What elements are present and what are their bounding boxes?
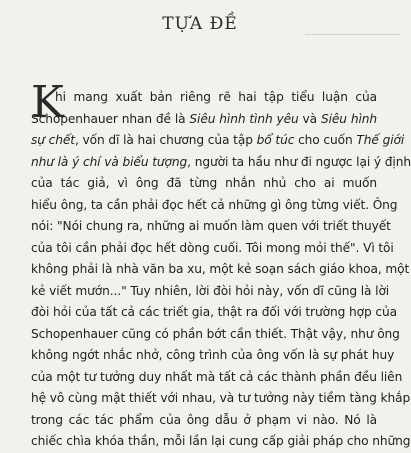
drop-cap: K — [31, 77, 64, 128]
text-line: không phải là nhà văn ba xu, một kẻ soạn sách giáo khoa, một — [31, 262, 410, 276]
text-line: sự chết, vốn dĩ là hai chương của tập bổ túc cho cuốn Thế giới — [31, 133, 405, 147]
text-line: của tôi cần phải đọc hết dòng cuối. Tôi mong mỏi thế". Vì tôi — [31, 240, 394, 255]
text-line: Schopenhauer nhan đề là Siêu hình tình yêu và Siêu hình — [31, 111, 377, 126]
text-line: Schopenhauer cũng có phần bớt cần thiết. Thật vậy, như ông — [31, 326, 400, 341]
text-line: như là ý chí và biểu tượng, người ta hầu như đi ngược lại ý định — [31, 154, 411, 169]
page-title: TỰA ĐỀ — [162, 14, 238, 34]
text-line: trong các tác phẩm của ông dẫu ở phạm vi nào. Nó là — [31, 412, 377, 427]
text-line: nói: "Nói chung ra, những ai muốn làm quen với triết thuyết — [31, 219, 391, 233]
text-line: của một tư tưởng duy nhất mà tất cả các thành phần đều liên — [31, 369, 403, 384]
body-text — [31, 77, 411, 453]
text-line: hiểu ông, ta cần phải đọc hết cả những gì ông từng viết. Ông — [31, 197, 398, 212]
text-line: hi mang xuất bản riêng rẽ hai tập tiểu luận của — [55, 90, 377, 104]
text-line: của tác giả, vì ông đã từng nhắn nhủ cho ai muốn — [31, 176, 377, 190]
text-line: chiếc chìa khóa thần, mỗi lần lại cung cấp giải pháp cho những — [31, 434, 411, 448]
header-rule — [305, 34, 400, 35]
text-line: không ngớt nhắc nhở, công trình của ông vốn là sự phát huy — [31, 348, 395, 362]
text-line: đòi hỏi của tất cả các triết gia, thật ra đối với trường hợp của — [31, 305, 397, 319]
text-line: hệ vô cùng mật thiết với nhau, và tư tưởng này tiềm tàng khắp — [31, 391, 411, 405]
text-line: kẻ viết mướn..." Tuy nhiên, lời đòi hỏi này, vốn dĩ cũng là lời — [31, 283, 390, 298]
